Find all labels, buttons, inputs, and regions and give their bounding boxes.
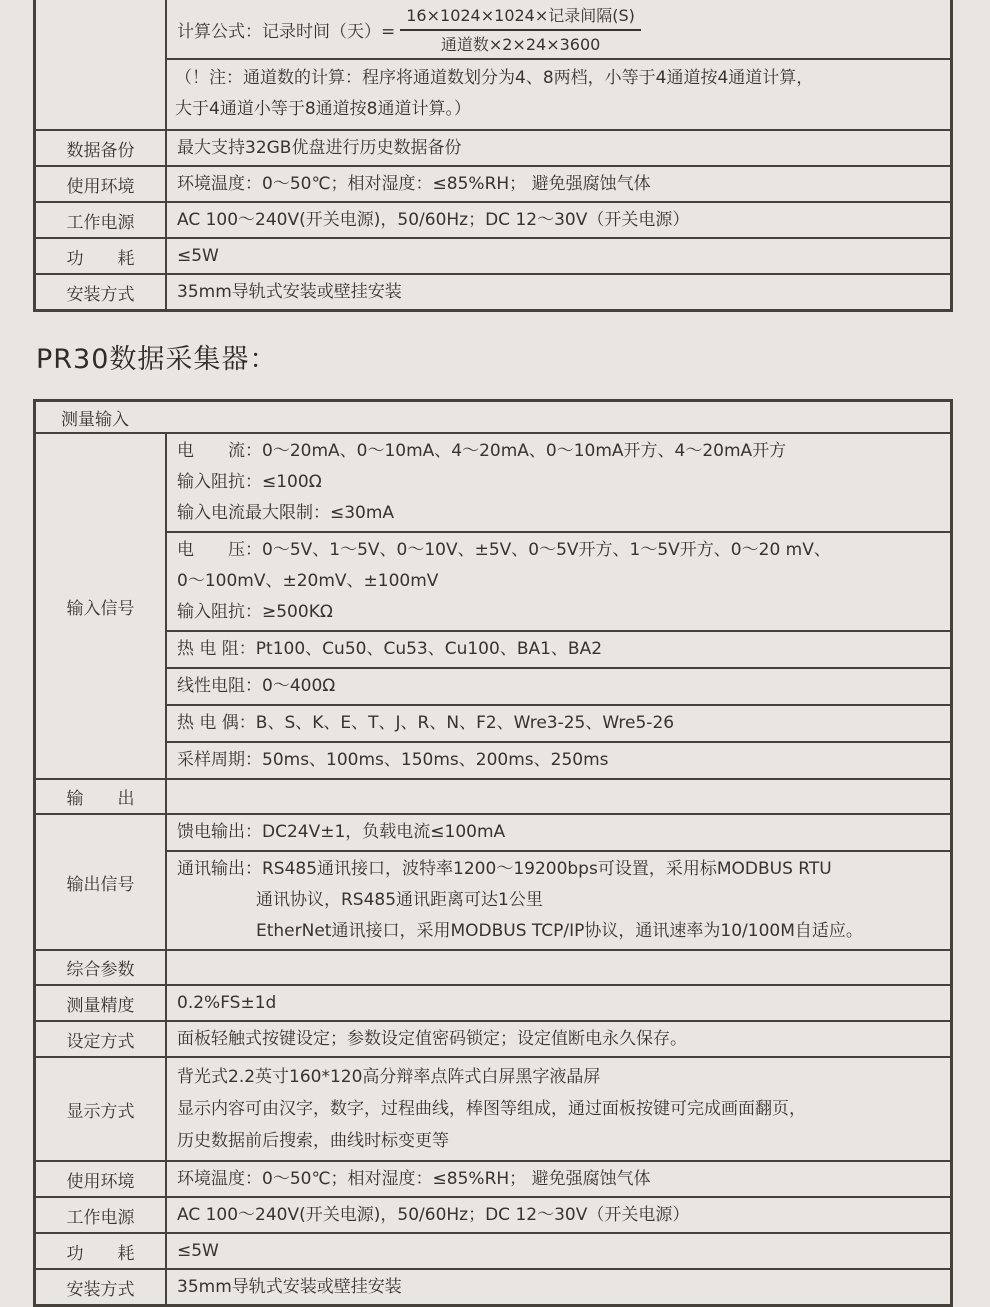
row-environment — [36, 1160, 950, 1196]
output-signal-subrows — [167, 815, 950, 949]
row-value — [167, 1058, 950, 1160]
section-row-general-parameters — [36, 949, 950, 984]
spec-table-pr30 — [33, 399, 953, 1307]
section-row-measurement-input — [36, 402, 950, 432]
spec-line: 热 电 阻：Pt100、Cu50、Cu53、Cu100、BA1、BA2 — [177, 639, 603, 659]
spec-line: 电 压：0～5V、1～5V、0～10V、±5V、0～5V开方、1～5V开方、0～20 mV、 — [177, 540, 831, 560]
row-accuracy — [36, 984, 950, 1020]
spec-line: 热 电 偶：B、S、K、E、T、J、R、N、F2、Wre3-25、Wre5-26 — [177, 713, 675, 733]
section-title: 测量输入 — [61, 409, 129, 430]
row-environment — [36, 165, 950, 201]
spec-line: 电 流：0～20mA、0～10mA、4～20mA、0～10mA开方、4～20mA开方 — [177, 441, 787, 461]
spec-line: 显示内容可由汉字，数字，过程曲线，棒图等组成，通过面板按键可完成画面翻页， — [177, 1099, 806, 1119]
voltage-input-group — [167, 531, 950, 630]
spec-line: 0～100mV、±20mV、±100mV — [177, 571, 439, 591]
section-title: 输 出 — [36, 780, 167, 813]
formula-denominator: 通道数×2×24×3600 — [440, 34, 601, 54]
spec-line: 输入阻抗：≥500KΩ — [177, 602, 333, 622]
row-label: 使用环境 — [36, 167, 167, 201]
row-value: 面板轻触式按键设定；参数设定值密码锁定；设定值断电永久保存。 — [177, 1029, 687, 1049]
rtd-group — [167, 630, 950, 667]
section-row-output — [36, 778, 950, 813]
row-label: 安装方式 — [36, 275, 167, 309]
communication-output-group — [167, 850, 950, 949]
row-label: 使用环境 — [36, 1162, 167, 1196]
formula-cell — [167, 0, 950, 58]
row-value: ≤5W — [177, 1241, 219, 1261]
row-value: ≤5W — [177, 246, 219, 266]
row-power-consumption — [36, 237, 950, 273]
row-mounting — [36, 1268, 950, 1304]
row-mounting — [36, 273, 950, 309]
input-signal-subrows — [167, 434, 950, 778]
row-data-backup — [36, 129, 950, 165]
row-power-supply — [36, 201, 950, 237]
spec-line: EtherNet通讯接口，采用MODBUS TCP/IP协议，通讯速率为10/100M自适应。 — [256, 921, 863, 941]
current-input-group — [167, 434, 950, 531]
spec-line: 通讯协议，RS485通讯距离可达1公里 — [256, 890, 543, 910]
row-value: 环境温度：0～50℃；相对湿度：≤85%RH； 避免强腐蚀气体 — [177, 1169, 651, 1189]
row-value: 环境温度：0～50℃；相对湿度：≤85%RH； 避免强腐蚀气体 — [177, 174, 651, 194]
row-value-empty — [167, 951, 950, 984]
spec-line: 馈电输出：DC24V±1，负载电流≤100mA — [177, 822, 506, 842]
row-value: 35mm导轨式安装或壁挂安装 — [177, 1277, 402, 1297]
row-value: AC 100～240V(开关电源)，50/60Hz；DC 12～30V（开关电源） — [177, 210, 690, 230]
row-record-time-formula — [36, 0, 950, 129]
page-title: PR30数据采集器： — [36, 344, 278, 375]
row-label: 输出信号 — [36, 815, 167, 949]
sampling-period-group — [167, 741, 950, 778]
formula-note-column — [167, 0, 950, 129]
row-label: 显示方式 — [36, 1058, 167, 1160]
row-label: 输入信号 — [36, 434, 167, 778]
spec-line: 线性电阻：0～400Ω — [177, 676, 336, 696]
section-title: 综合参数 — [36, 951, 167, 984]
spec-line: 通讯输出：RS485通讯接口，波特率1200～19200bps可设置，采用标MODBUS RTU — [177, 859, 832, 879]
row-value-empty — [167, 780, 950, 813]
row-output-signal — [36, 813, 950, 949]
row-label: 功 耗 — [36, 239, 167, 273]
row-label: 工作电源 — [36, 203, 167, 237]
row-value: 0.2%FS±1d — [177, 993, 277, 1013]
row-power-consumption — [36, 1232, 950, 1268]
row-label: 设定方式 — [36, 1022, 167, 1056]
channel-count-note — [167, 58, 950, 129]
row-label-empty — [36, 0, 167, 129]
row-label: 数据备份 — [36, 131, 167, 165]
row-value: AC 100～240V(开关电源)，50/60Hz；DC 12～30V（开关电源） — [177, 1205, 690, 1225]
row-power-supply — [36, 1196, 950, 1232]
formula-prefix: 计算公式：记录时间（天）= — [177, 21, 396, 42]
spec-table-recorder — [33, 0, 953, 312]
row-value: 最大支持32GB优盘进行历史数据备份 — [177, 138, 462, 158]
spec-line: 采样周期：50ms、100ms、150ms、200ms、250ms — [177, 750, 609, 770]
thermocouple-group — [167, 704, 950, 741]
formula-fraction — [400, 4, 641, 55]
spec-line: 历史数据前后搜索，曲线时标变更等 — [177, 1131, 449, 1151]
linear-resistance-group — [167, 667, 950, 704]
row-label: 功 耗 — [36, 1234, 167, 1268]
row-setting-method — [36, 1020, 950, 1056]
row-value: 35mm导轨式安装或壁挂安装 — [177, 282, 402, 302]
row-label: 安装方式 — [36, 1270, 167, 1304]
formula-numerator: 16×1024×1024×记录间隔(S) — [400, 4, 641, 31]
row-input-signal — [36, 432, 950, 778]
spec-line: 背光式2.2英寸160*120高分辩率点阵式白屏黑字液晶屏 — [177, 1067, 601, 1087]
note-line: （！注：通道数的计算：程序将通道数划分为4、8两档，小等于4通道按4通道计算， — [175, 68, 814, 88]
row-label: 测量精度 — [36, 986, 167, 1020]
row-label: 工作电源 — [36, 1198, 167, 1232]
row-display-method — [36, 1056, 950, 1160]
spec-line: 输入阻抗：≤100Ω — [177, 472, 322, 492]
feed-power-output-group — [167, 815, 950, 850]
spec-line: 输入电流最大限制：≤30mA — [177, 503, 395, 523]
note-line: 大于4通道小等于8通道按8通道计算。） — [175, 99, 471, 119]
